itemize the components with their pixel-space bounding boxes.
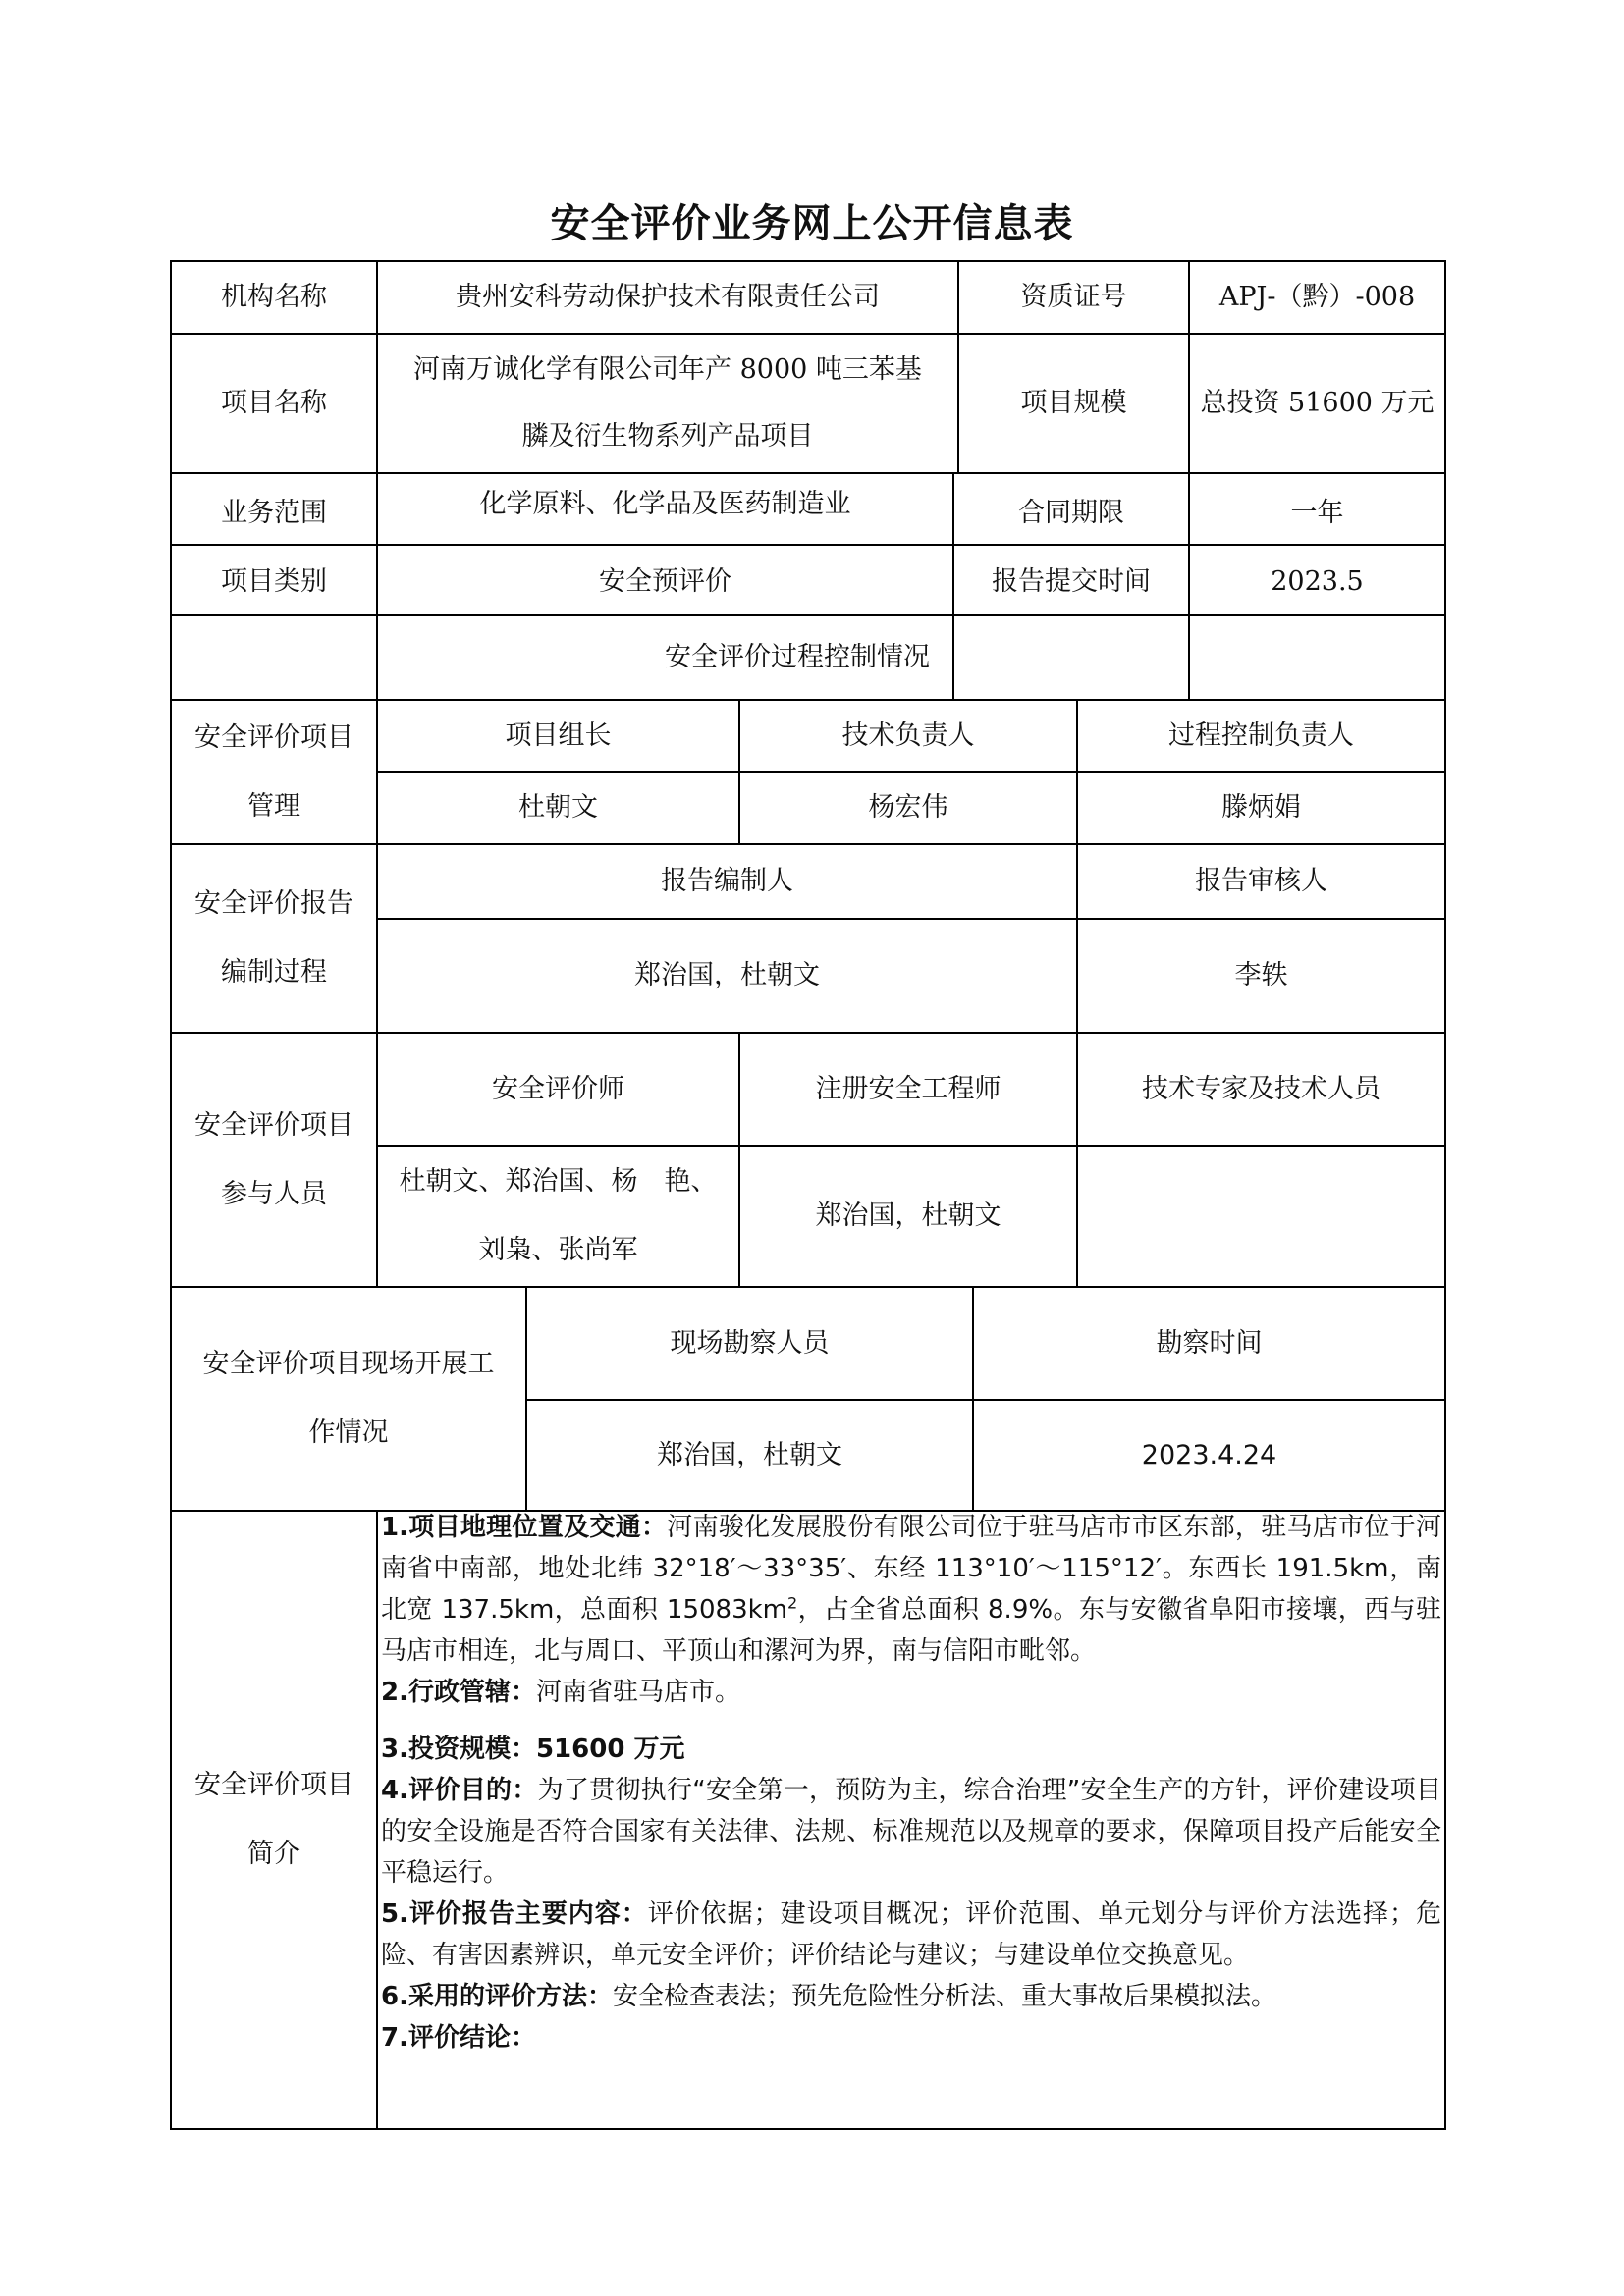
process-control-header: 安全评价过程控制情况 [665, 642, 930, 672]
participants-evaluator-line-2: 刘枭、张尚军 [478, 1235, 638, 1265]
intro-jurisdiction-body: 河南省驻马店市。 [535, 1678, 740, 1707]
site-value-time: 2023.4.24 [1141, 1439, 1277, 1470]
contract-term-label: 合同期限 [1018, 497, 1124, 528]
mgmt-label [172, 701, 376, 843]
project-name-line-1: 河南万诚化学有限公司年产 8000 吨三苯基 [413, 354, 922, 385]
project-name-line-2: 膦及衍生物系列产品项目 [521, 421, 814, 452]
participants-value-experts [1078, 1147, 1444, 1286]
intro-purpose-body: 为了贯彻执行“安全第一，预防为主，综合治理”安全生产的方针，评价建设项目的安全设施是否符合国家有关法律、法规、标准规范以及规章的要求，保障项目投产后能安全平稳运行。 [381, 1776, 1441, 1888]
intro-label-line-1: 安全评价项目 [194, 1770, 353, 1800]
project-name-label: 项目名称 [221, 388, 327, 418]
report-submit-label: 报告提交时间 [992, 566, 1151, 597]
intro-item-location [381, 1507, 1441, 1672]
mgmt-label-line-1: 安全评价项目 [194, 721, 353, 753]
report-submit-value: 2023.5 [1271, 566, 1364, 597]
intro-contents-heading: 5.评价报告主要内容： [381, 1899, 648, 1929]
business-scope-value: 化学原料、化学品及医药制造业 [479, 488, 851, 519]
contract-term-value: 一年 [1290, 497, 1344, 528]
intro-methods-body: 安全检查表法；预先危险性分析法、重大事故后果模拟法。 [612, 1982, 1276, 2011]
participants-label-line-1: 安全评价项目 [194, 1109, 353, 1141]
participants-value-evaluator [378, 1147, 738, 1286]
site-header-time: 勘察时间 [1156, 1327, 1263, 1359]
project-type-value: 安全预评价 [599, 566, 731, 597]
participants-label [172, 1034, 376, 1286]
cert-label: 资质证号 [1020, 282, 1127, 312]
intro-label-line-2: 简介 [247, 1839, 300, 1869]
report-header-author: 报告编制人 [661, 866, 793, 896]
intro-item-conclusion [381, 2017, 1441, 2058]
intro-item-purpose [381, 1770, 1441, 1894]
report-label [172, 845, 376, 1032]
project-type-label: 项目类别 [221, 566, 327, 597]
project-name-value [378, 335, 957, 472]
participants-label-line-2: 参与人员 [221, 1178, 327, 1209]
intro-jurisdiction-heading: 2.行政管辖： [381, 1678, 536, 1707]
participants-header-experts: 技术专家及技术人员 [1142, 1073, 1380, 1104]
site-label-line-2: 作情况 [308, 1417, 389, 1448]
intro-location-body: 河南骏化发展股份有限公司位于驻马店市市区东部，驻马店市位于河南省中南部，地处北纬 32°18′～33°35′、东经 113°10′～115°12′。东西长 191.5km，南北宽 137.5km，总面积 15083km [381, 1513, 1441, 1625]
site-header-staff: 现场勘察人员 [670, 1327, 830, 1359]
participants-header-evaluator: 安全评价师 [492, 1073, 624, 1104]
project-scale-label: 项目规模 [1020, 388, 1127, 418]
org-name-value: 贵州安科劳动保护技术有限责任公司 [456, 282, 880, 312]
intro-item-contents [381, 1894, 1441, 1976]
mgmt-label-line-2: 管理 [247, 790, 300, 822]
intro-location-tail: ，占全省总面积 8.9%。东与安徽省阜阳市接壤，西与驻马店市相连，北与周口、平顶山和漯河为界，南与信阳市毗邻。 [381, 1595, 1441, 1666]
report-header-reviewer: 报告审核人 [1195, 866, 1327, 896]
site-label [172, 1288, 525, 1510]
site-value-staff: 郑治国，杜朝文 [657, 1439, 842, 1470]
mgmt-value-leader: 杜朝文 [518, 792, 598, 823]
mgmt-header-process: 过程控制负责人 [1168, 720, 1354, 751]
intro-item-methods [381, 1976, 1441, 2017]
intro-location-superscript: 2 [787, 1593, 798, 1613]
report-value-reviewer: 李轶 [1234, 960, 1288, 990]
participants-header-engineer: 注册安全工程师 [815, 1073, 1001, 1104]
intro-purpose-heading: 4.评价目的： [381, 1776, 538, 1805]
intro-contents-body: 评价依据；建设项目概况；评价范围、单元划分与评价方法选择；危险、有害因素辨识，单元安全评价；评价结论与建议；与建设单位交换意见。 [381, 1899, 1441, 1970]
report-label-line-1: 安全评价报告 [194, 888, 353, 919]
mgmt-header-tech: 技术负责人 [841, 720, 975, 751]
project-intro [381, 1507, 1441, 2058]
intro-methods-heading: 6.采用的评价方法： [381, 1982, 613, 2011]
mgmt-value-tech: 杨宏伟 [868, 792, 948, 823]
participants-value-engineer: 郑治国，杜朝文 [815, 1201, 1001, 1231]
intro-investment-body: 51600 万元 [535, 1735, 685, 1764]
org-name-label: 机构名称 [221, 282, 327, 312]
business-scope-label: 业务范围 [221, 497, 327, 528]
intro-investment-heading: 3.投资规模： [381, 1735, 536, 1764]
report-label-line-2: 编制过程 [221, 957, 327, 988]
intro-conclusion-heading: 7.评价结论： [381, 2023, 536, 2053]
site-label-line-1: 安全评价项目现场开展工 [202, 1349, 495, 1379]
page-title: 安全评价业务网上公开信息表 [550, 201, 1074, 246]
mgmt-value-process: 滕炳娟 [1221, 792, 1301, 823]
mgmt-header-leader: 项目组长 [505, 720, 612, 751]
participants-evaluator-line-1: 杜朝文、郑治国、杨 艳、 [399, 1166, 718, 1197]
intro-location-heading: 1.项目地理位置及交通： [381, 1513, 668, 1542]
cert-value: APJ-（黔）-008 [1218, 282, 1416, 312]
intro-label [172, 1512, 376, 2128]
intro-item-jurisdiction [381, 1672, 1441, 1713]
report-value-author: 郑治国，杜朝文 [634, 960, 820, 990]
project-scale-value: 总投资 51600 万元 [1200, 388, 1435, 418]
intro-item-investment [381, 1729, 1441, 1770]
